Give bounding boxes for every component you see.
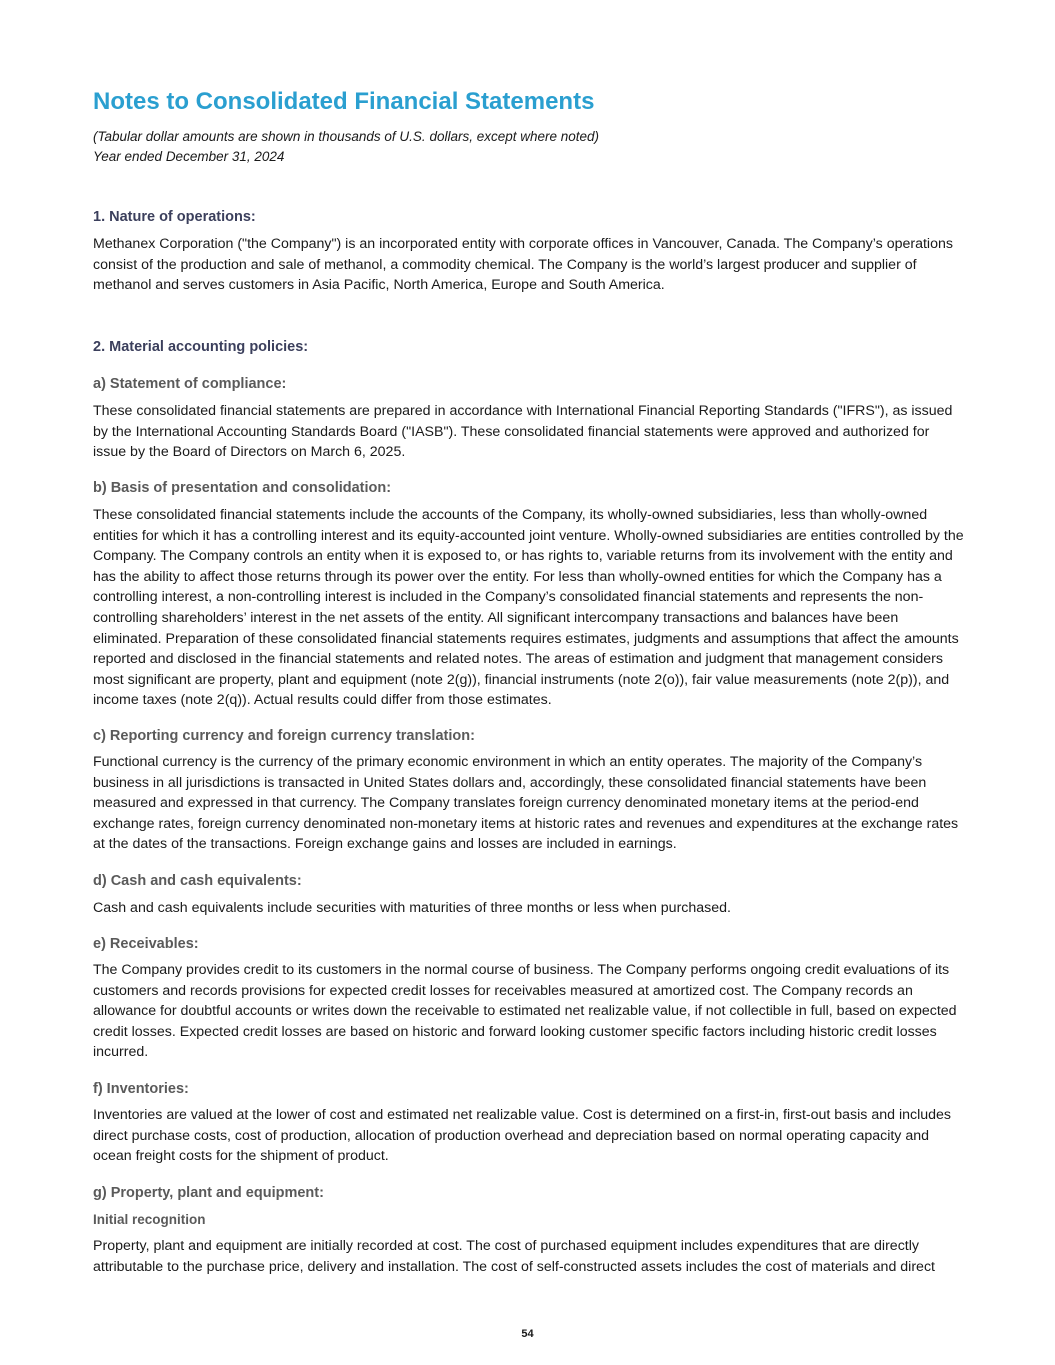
section-2a-heading: a) Statement of compliance: — [93, 376, 287, 392]
section-2g-heading: g) Property, plant and equipment: — [93, 1185, 324, 1201]
section-2a-body: These consolidated financial statements are prepared in accordance with International Financial Reporting Standards ("IFRS"), as issued by the International Accounting Standards Board ("IASB"). These consolidated financial statements were approved and authorized for issue by the Board of Directors on March 6, 2025. — [93, 403, 953, 461]
subtitle-amounts-note: (Tabular dollar amounts are shown in thousands of U.S. dollars, except where noted) — [93, 129, 600, 144]
section-2f-body: Inventories are valued at the lower of cost and estimated net realizable value. Cost is determined on a first-in, first-out basis and includes direct purchase costs, cost of production, allocation of production overhead and depreciation based on normal operating capacity and ocean freight costs for the shipment of product. — [93, 1107, 952, 1165]
section-2c-heading: c) Reporting currency and foreign currency translation: — [93, 728, 475, 744]
section-2f-heading: f) Inventories: — [93, 1081, 189, 1097]
section-2-heading: 2. Material accounting policies: — [93, 339, 309, 355]
section-1-heading: 1. Nature of operations: — [93, 209, 256, 225]
subtitle-year: Year ended December 31, 2024 — [93, 149, 285, 164]
section-2c-body: Functional currency is the currency of the primary economic environment in which an entity operates. The majority of the Company’s business in all jurisdictions is transacted in United States dollars and, accordingly, these consolidated financial statements have been measured and expressed in that currency. The Company translates foreign currency denominated monetary items at the period-end exchange rates, foreign currency denominated non-monetary items at historic rates and revenues and expenditures at the exchange rates at the dates of the transactions. Foreign exchange gains and losses are included in earnings. — [93, 754, 959, 853]
section-2g-body: Property, plant and equipment are initially recorded at cost. The cost of purchased equipment includes expenditures that are directly attributable to the purchase price, delivery and installation. The cost of self-constructed assets includes the cost of materials and direct — [93, 1238, 935, 1275]
section-2b-heading: b) Basis of presentation and consolidation: — [93, 480, 392, 496]
section-2g-subheading: Initial recognition — [93, 1212, 206, 1227]
section-2b-body: These consolidated financial statements include the accounts of the Company, its wholly-owned subsidiaries, less than wholly-owned entities for which it has a controlling interest and its equity-accounted joint venture. Wholly-owned subsidiaries are entities controlled by the Company. The Company controls an entity when it is exposed to, or has rights to, variable returns from its involvement with the entity and has the ability to affect those returns through its power over the entity. For less than wholly-owned entities for which the Company has a controlling interest, a non-controlling interest is included in the Company’s consolidated financial statements and represents the non-controlling shareholders’ interest in the net assets of the entity. All significant intercompany transactions and balances have been eliminated. Preparation of these consolidated financial statements requires estimates, judgments and assumptions that affect the amounts reported and disclosed in the financial statements and related notes. The areas of estimation and judgment that management considers most significant are property, plant and equipment (note 2(g)), financial instruments (note 2(o)), fair value measurements (note 2(p)), and income taxes (note 2(q)). Actual results could differ from those estimates. — [93, 507, 964, 709]
section-2e-body: The Company provides credit to its customers in the normal course of business. The Company performs ongoing credit evaluations of its customers and records provisions for expected credit losses for receivables measured at amortized cost. The Company records an allowance for doubtful accounts or writes down the receivable to estimated net realizable value, if not collectible in full, based on expected credit losses. Expected credit losses are based on historic and forward looking customer specific factors including historic credit losses incurred. — [93, 962, 957, 1061]
section-2e-heading: e) Receivables: — [93, 936, 199, 952]
section-2d-heading: d) Cash and cash equivalents: — [93, 873, 302, 889]
page-title: Notes to Consolidated Financial Statements — [93, 88, 595, 115]
section-2d-body: Cash and cash equivalents include securities with maturities of three months or less when purchased. — [93, 900, 731, 916]
section-1-body: Methanex Corporation ("the Company") is an incorporated entity with corporate offices in Vancouver, Canada. The Company’s operations consist of the production and sale of methanol, a commodity chemical. The Company is the world’s largest producer and supplier of methanol and serves customers in Asia Pacific, North America, Europe and South America. — [93, 236, 953, 294]
page-number: 54 — [521, 1328, 534, 1340]
